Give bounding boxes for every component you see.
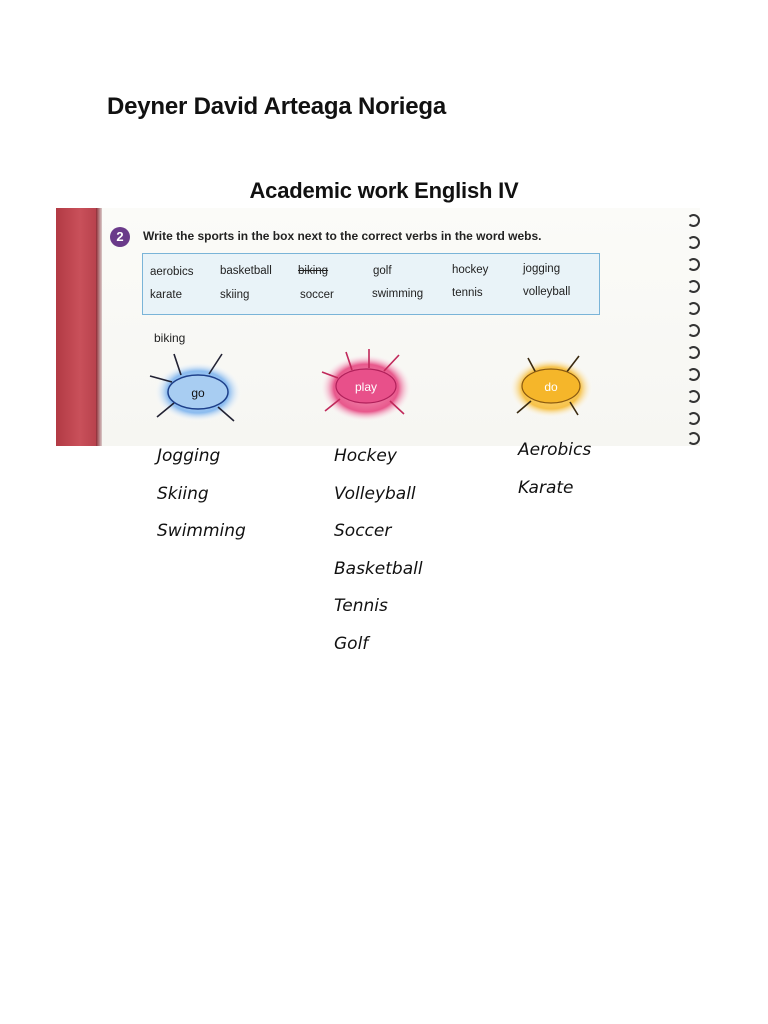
verb-play: play <box>354 380 378 394</box>
verb-do: do <box>544 380 558 394</box>
answer-item: Skiing <box>157 483 209 504</box>
word-jogging: jogging <box>523 263 561 275</box>
answer-item: Volleyball <box>334 483 416 504</box>
example-answer: biking <box>154 331 186 345</box>
web-play <box>320 349 412 422</box>
exercise-number: 2 <box>110 227 130 247</box>
answer-item: Aerobics <box>518 440 592 460</box>
word-webs <box>56 208 700 446</box>
word-hockey: hockey <box>452 264 489 276</box>
word-tennis: tennis <box>452 287 483 299</box>
word-biking: biking <box>298 265 329 277</box>
answers-do <box>518 440 591 515</box>
word-golf: golf <box>373 265 392 277</box>
answer-item: Basketball <box>334 558 423 579</box>
word-basketball: basketball <box>220 265 272 277</box>
verb-go: go <box>191 386 205 400</box>
answer-item: Swimming <box>157 521 246 541</box>
word-swimming: swimming <box>372 288 424 300</box>
word-volleyball: volleyball <box>523 286 571 298</box>
word-aerobics: aerobics <box>150 266 194 278</box>
web-go <box>150 354 242 422</box>
answer-item: Hockey <box>334 446 397 466</box>
web-do <box>509 356 593 418</box>
word-karate: karate <box>150 289 182 301</box>
page-title: Academic work English IV <box>249 178 519 203</box>
exercise-instruction: Write the sports in the box next to the correct verbs in the word webs. <box>143 229 542 243</box>
answers-play <box>334 446 423 671</box>
textbook-photo <box>56 208 700 446</box>
answer-item: Golf <box>334 633 369 654</box>
word-skiing: skiing <box>220 289 250 301</box>
answer-item: Jogging <box>157 446 221 466</box>
student-name: Deyner David Arteaga Noriega <box>107 93 446 120</box>
answer-item: Karate <box>518 477 574 498</box>
word-soccer: soccer <box>300 289 334 301</box>
answer-item: Soccer <box>334 521 392 541</box>
answers-go <box>157 446 246 559</box>
answer-item: Tennis <box>334 596 388 616</box>
